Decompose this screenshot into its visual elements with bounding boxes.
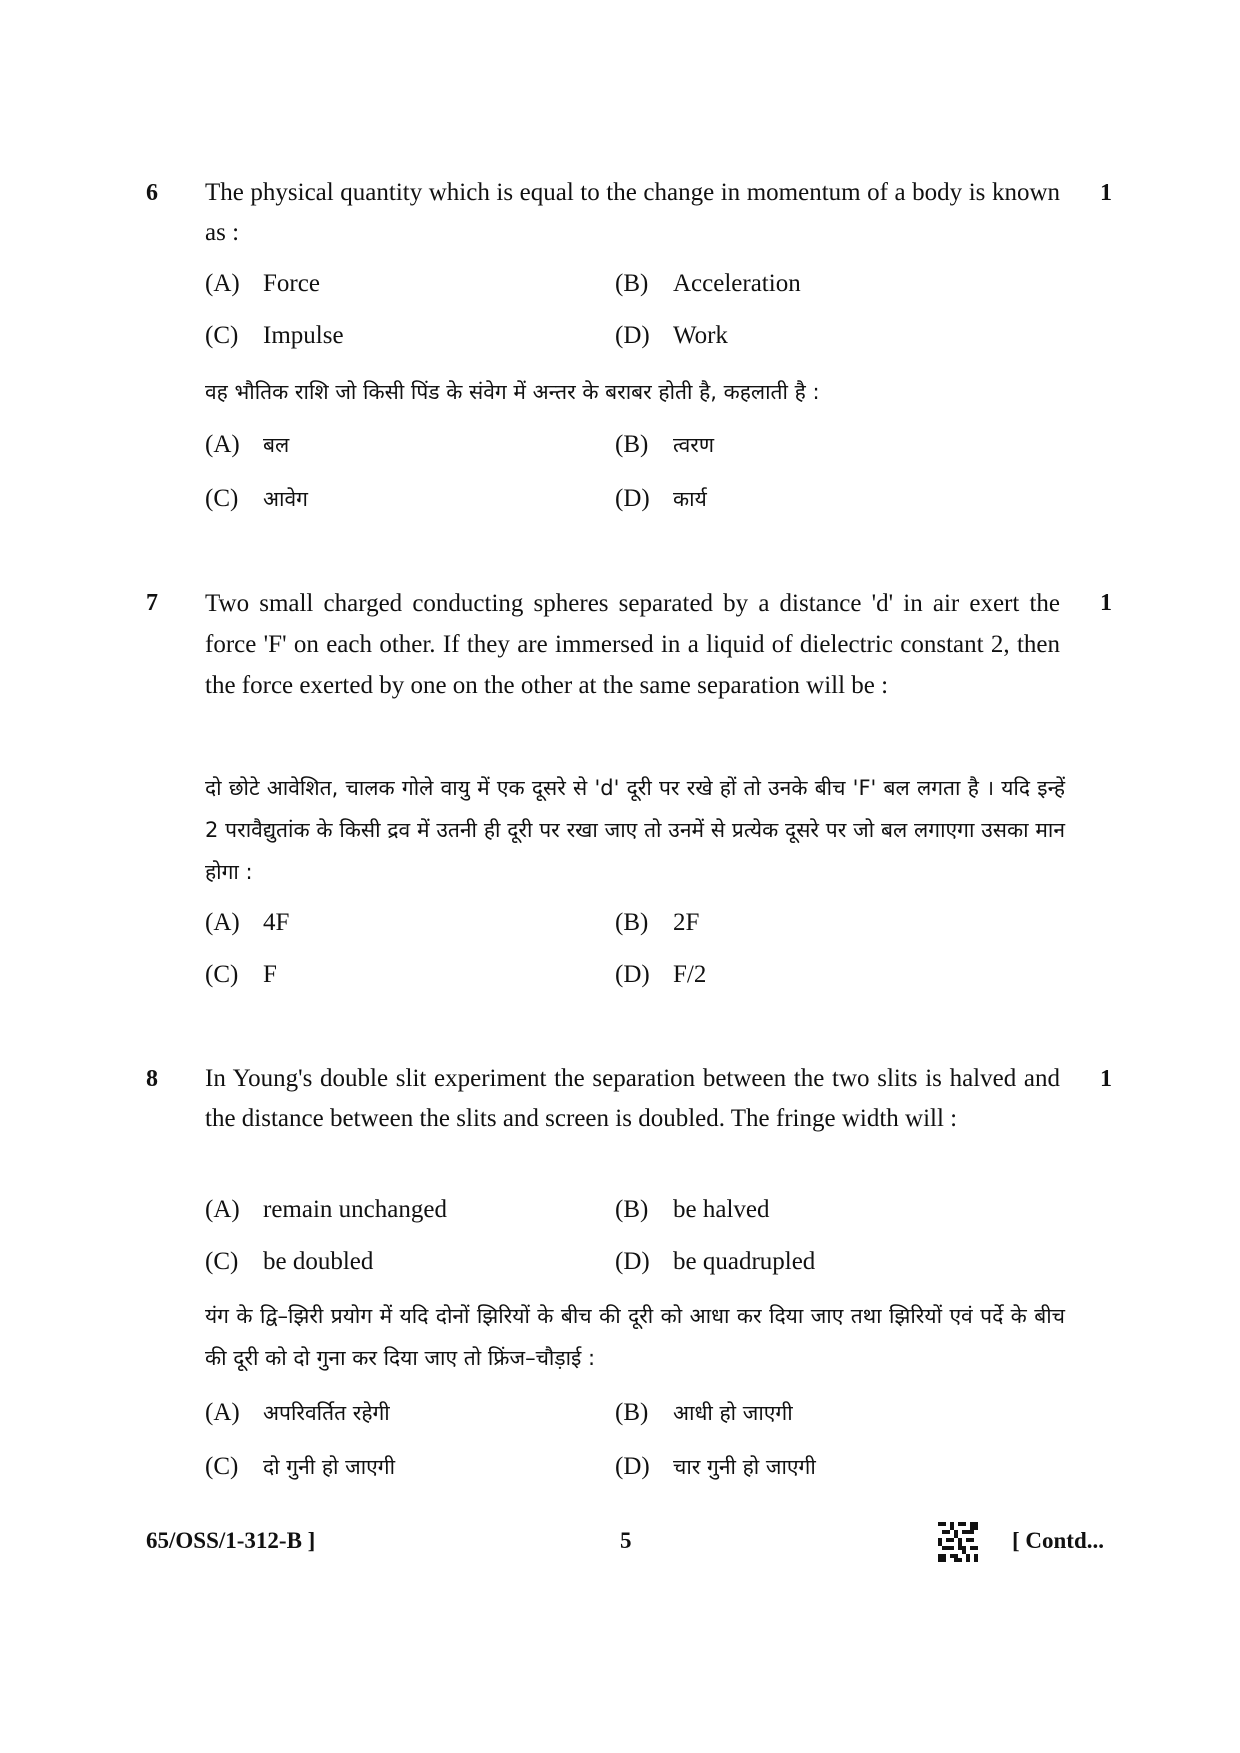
continued-label: [ Contd... bbox=[1012, 1528, 1105, 1553]
option-key: (B) bbox=[615, 1399, 649, 1426]
question-marks: 1 bbox=[1100, 1066, 1112, 1092]
option-key: (D) bbox=[615, 485, 650, 512]
option-key: (B) bbox=[615, 270, 649, 297]
option-c bbox=[205, 961, 277, 989]
option-text: F/2 bbox=[673, 961, 707, 988]
option-key: (C) bbox=[205, 1453, 239, 1480]
option-text: be quadrupled bbox=[673, 1248, 816, 1275]
option-text: 2F bbox=[673, 909, 700, 936]
option-key: (C) bbox=[205, 322, 239, 349]
question-marks: 1 bbox=[1100, 590, 1112, 616]
option-key: (C) bbox=[205, 961, 239, 988]
option-key: (A) bbox=[205, 1399, 240, 1426]
option-text: be halved bbox=[673, 1196, 770, 1223]
option-text: F bbox=[263, 961, 277, 988]
hindi-option-a bbox=[205, 1399, 390, 1427]
option-text: त्वरण bbox=[673, 433, 715, 457]
option-b bbox=[615, 909, 699, 937]
option-key: (B) bbox=[615, 1196, 649, 1223]
hindi-option-c bbox=[205, 1453, 395, 1481]
option-text: चार गुनी हो जाएगी bbox=[673, 1455, 816, 1479]
option-key: (A) bbox=[205, 431, 240, 458]
option-key: (B) bbox=[615, 431, 649, 458]
question-marks: 1 bbox=[1100, 180, 1112, 206]
option-text: अपरिवर्तित रहेगी bbox=[263, 1401, 390, 1425]
option-key: (C) bbox=[205, 485, 239, 512]
option-d bbox=[615, 322, 728, 350]
option-d bbox=[615, 1248, 815, 1276]
option-key: (D) bbox=[615, 1453, 650, 1480]
hindi-option-b bbox=[615, 1399, 793, 1427]
option-text: remain unchanged bbox=[263, 1196, 447, 1223]
question-text-hindi: दो छोटे आवेशित, चालक गोले वायु में एक दूसरे से 'd' दूरी पर रखे हों तो उनके बीच 'F' बल लगता है । यदि इन्हें 2 परावैद्युतांक के किसी द्रव में उतनी ही दूरी पर रखा जाए तो उनमें से प्रत्येक दूसरे पर जो बल लगाएगा उसका मान होगा : bbox=[205, 776, 1065, 884]
option-key: (A) bbox=[205, 1196, 240, 1223]
option-key: (D) bbox=[615, 961, 650, 988]
option-a bbox=[205, 270, 320, 298]
option-text: Acceleration bbox=[673, 270, 801, 297]
question-text-hindi: यंग के द्वि–झिरी प्रयोग में यदि दोनों झिरियों के बीच की दूरी को आधा कर दिया जाए तथा झिरियों एवं पर्दे के बीच की दूरी को दो गुना कर दिया जाए तो फ्रिंज–चौड़ाई : bbox=[205, 1304, 1065, 1370]
option-d bbox=[615, 961, 706, 989]
question-text: The physical quantity which is equal to the change in momentum of a body is known as : bbox=[205, 179, 1060, 246]
option-c bbox=[205, 1248, 373, 1276]
option-text: Work bbox=[673, 322, 728, 349]
option-a bbox=[205, 909, 289, 937]
option-b bbox=[615, 270, 801, 298]
barcode-icon bbox=[938, 1522, 978, 1562]
option-c bbox=[205, 322, 344, 350]
option-b bbox=[615, 1196, 769, 1224]
option-key: (A) bbox=[205, 270, 240, 297]
hindi-option-b bbox=[615, 431, 714, 459]
option-key: (D) bbox=[615, 1248, 650, 1275]
question-text: In Young's double slit experiment the separation between the two slits is halved and the distance between the slits and screen is doubled. The fringe width will : bbox=[205, 1065, 1060, 1132]
question-number: 6 bbox=[146, 180, 158, 206]
option-key: (D) bbox=[615, 322, 650, 349]
hindi-option-c bbox=[205, 485, 308, 513]
option-text: be doubled bbox=[263, 1248, 374, 1275]
option-text: 4F bbox=[263, 909, 290, 936]
hindi-option-d bbox=[615, 485, 707, 513]
option-a bbox=[205, 1196, 447, 1224]
option-text: आधी हो जाएगी bbox=[673, 1401, 793, 1425]
question-text: Two small charged conducting spheres separated by a distance 'd' in air exert the force 'F' on each other. If they are immersed in a liquid of dielectric constant 2, then the force exerted by one on the other at the same separation will be : bbox=[205, 590, 1060, 699]
option-text: कार्य bbox=[673, 487, 707, 511]
option-key: (B) bbox=[615, 909, 649, 936]
question-number: 7 bbox=[146, 590, 158, 616]
option-text: Impulse bbox=[263, 322, 344, 349]
option-key: (C) bbox=[205, 1248, 239, 1275]
paper-code: 65/OSS/1-312-B ] bbox=[146, 1528, 316, 1553]
question-text-hindi: वह भौतिक राशि जो किसी पिंड के संवेग में अन्तर के बराबर होती है, कहलाती है : bbox=[205, 380, 820, 404]
option-text: Force bbox=[263, 270, 320, 297]
option-key: (A) bbox=[205, 909, 240, 936]
option-text: दो गुनी हो जाएगी bbox=[263, 1455, 396, 1479]
hindi-option-d bbox=[615, 1453, 816, 1481]
option-text: आवेग bbox=[263, 487, 308, 511]
page-number: 5 bbox=[620, 1528, 632, 1553]
option-text: बल bbox=[263, 433, 290, 457]
question-number: 8 bbox=[146, 1066, 158, 1092]
hindi-option-a bbox=[205, 431, 289, 459]
